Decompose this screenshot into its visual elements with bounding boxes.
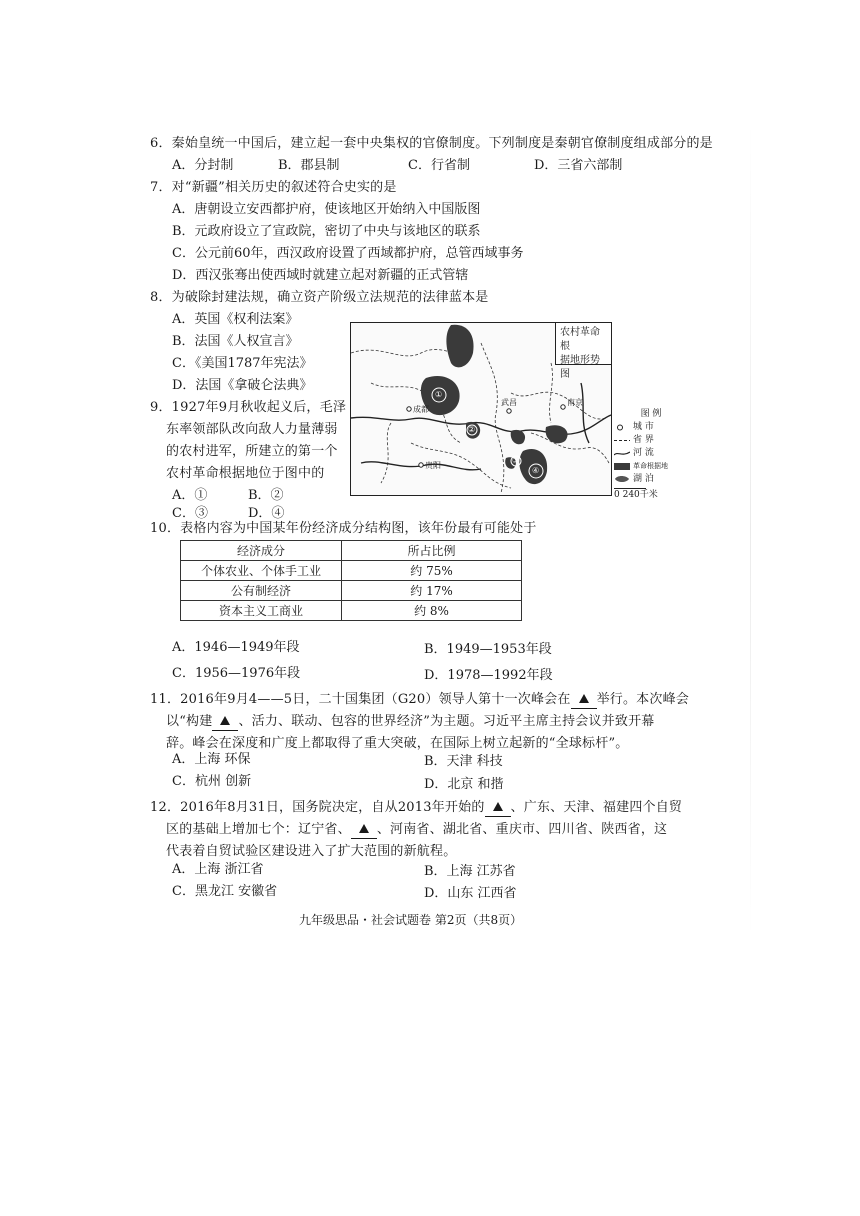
marker-1: ① xyxy=(435,390,443,399)
answer-blank xyxy=(571,692,597,709)
table-row xyxy=(181,601,522,621)
legend-base-area: 革命根据地 xyxy=(614,460,678,473)
legend-river: 河 流 xyxy=(614,447,678,460)
q9-option-c: C．③ xyxy=(172,506,208,521)
map-title-line2: 据地形势图 xyxy=(560,355,600,380)
city-icon xyxy=(614,423,630,432)
city-nanjing: 南京 xyxy=(567,398,583,407)
q11-line2: 以“构建 、活力、联动、包容的世界经济”为主题。习近平主席主持会议并致开幕 xyxy=(166,714,655,729)
economy-table xyxy=(180,540,522,621)
q10-option-d: D．1978—1992年段 xyxy=(424,668,553,683)
table-header-row xyxy=(181,541,522,561)
triangle-icon xyxy=(359,824,369,833)
map-title-box xyxy=(555,323,611,380)
q10-option-b: B．1949—1953年段 xyxy=(424,642,552,657)
q11-line3: 辞。峰会在深度和广度上都取得了重大突破，在国际上树立起新的“全球标杆”。 xyxy=(166,736,629,751)
q9-stem-line3: 的农村进军，所建立的第一个 xyxy=(166,444,338,459)
q6-stem: 6．秦始皇统一中国后，建立起一套中央集权的官僚制度。下列制度是秦朝官僚制度组成部分的是 xyxy=(150,136,713,151)
map-title-line1: 农村革命根 xyxy=(560,327,600,352)
q11-option-c: C．杭州 创新 xyxy=(172,774,252,789)
q8-stem: 8．为破除封建法规，确立资产阶级立法规范的法律蓝本是 xyxy=(150,290,489,305)
page-footer: 九年级思品・社会试题卷 第2页（共8页） xyxy=(299,913,523,927)
scan-edge-shadow xyxy=(750,120,751,940)
q6-option-a: A．分封制 xyxy=(172,158,234,173)
q12-line3: 代表着自贸试验区建设进入了扩大范围的新航程。 xyxy=(166,844,457,859)
q10-option-c: C．1956—1976年段 xyxy=(172,666,301,681)
table-cell: 公有制经济 xyxy=(181,581,342,601)
q8-option-a: A．英国《权利法案》 xyxy=(172,312,299,327)
q10-stem: 10．表格内容为中国某年份经济成分结构图，该年份最有可能处于 xyxy=(150,521,537,536)
revolution-base-map xyxy=(350,322,612,496)
q10-option-a: A．1946—1949年段 xyxy=(172,640,300,655)
table-cell: 约 17% xyxy=(342,581,522,601)
q6-option-d: D．三省六部制 xyxy=(534,158,623,173)
table-row xyxy=(181,561,522,581)
base-area-3a xyxy=(511,430,525,444)
table-header: 经济成分 xyxy=(181,541,342,561)
river-icon xyxy=(614,449,630,458)
city-guiyang: 贵阳 xyxy=(425,461,441,470)
q9-option-a: A．① xyxy=(172,488,208,503)
answer-blank xyxy=(485,800,511,817)
border-line-icon xyxy=(614,436,630,445)
legend-title: 图 例 xyxy=(640,409,662,419)
triangle-icon xyxy=(579,694,589,703)
q12-line1: 12．2016年8月31日，国务院决定，自从2013年开始的 、广东、天津、福建四个自贸 xyxy=(150,800,683,815)
triangle-icon xyxy=(220,716,230,725)
table-header: 所占比例 xyxy=(342,541,522,561)
q11-option-d: D．北京 和揩 xyxy=(424,777,504,792)
q12-option-b: B．上海 江苏省 xyxy=(424,864,516,879)
q9-stem-line4: 农村革命根据地位于图中的 xyxy=(166,466,325,481)
q7-option-d: D．西汉张骞出使西域时就建立起对新疆的正式管辖 xyxy=(172,268,469,283)
table-cell: 约 8% xyxy=(342,601,522,621)
q8-option-b: B．法国《人权宣言》 xyxy=(172,334,299,349)
q8-option-c: C．《美国1787年宪法》 xyxy=(172,356,313,371)
q11-option-b: B．天津 科技 xyxy=(424,754,503,769)
q7-option-b: B．元政府设立了宣政院，密切了中央与该地区的联系 xyxy=(172,224,481,239)
legend-lake: 湖 泊 xyxy=(614,473,678,486)
lake-icon xyxy=(614,475,630,484)
marker-3: ③ xyxy=(512,456,520,465)
q12-option-c: C．黑龙江 安徽省 xyxy=(172,884,278,899)
legend-scale: 0 240千米 xyxy=(614,490,658,500)
q7-option-c: C．公元前60年，西汉政府设置了西域都护府，总管西域事务 xyxy=(172,246,524,261)
north-base-area xyxy=(446,325,473,368)
answer-blank xyxy=(212,714,238,731)
table-cell: 资本主义工商业 xyxy=(181,601,342,621)
answer-blank xyxy=(351,822,377,839)
q7-stem: 7．对“新疆”相关历史的叙述符合史实的是 xyxy=(150,180,397,195)
marker-4: ④ xyxy=(532,466,540,475)
q9-stem-line2: 东率领部队改向敌人力量薄弱 xyxy=(166,422,338,437)
marker-2: ② xyxy=(468,425,476,434)
q11-line1: 11．2016年9月4——5日，二十国集团（G20）领导人第十一次峰会在 举行。本次峰会 xyxy=(150,692,689,707)
q11-option-a: A．上海 环保 xyxy=(172,752,251,767)
city-wuchang: 武昌 xyxy=(501,398,517,407)
legend-city: 城 市 xyxy=(614,421,678,434)
base-area-swatch-icon xyxy=(614,462,630,471)
q6-option-b: B．郡县制 xyxy=(278,158,340,173)
map-legend xyxy=(614,408,678,502)
q9-option-d: D．④ xyxy=(248,506,285,521)
triangle-icon xyxy=(493,802,503,811)
table-cell: 个体农业、个体手工业 xyxy=(181,561,342,581)
table-cell: 约 75% xyxy=(342,561,522,581)
q12-option-d: D．山东 江西省 xyxy=(424,886,517,901)
q9-stem-line1: 9．1927年9月秋收起义后，毛泽 xyxy=(150,400,347,415)
q12-option-a: A．上海 浙江省 xyxy=(172,862,264,877)
table-row xyxy=(181,581,522,601)
base-area-3b xyxy=(546,425,568,443)
legend-province-border: 省 界 xyxy=(614,434,678,447)
q8-option-d: D．法国《拿破仑法典》 xyxy=(172,378,313,393)
base-areas xyxy=(421,325,568,484)
city-chengdu: 成都 xyxy=(413,405,429,414)
q9-option-b: B．② xyxy=(248,488,284,503)
q7-option-a: A．唐朝设立安西都护府，使该地区开始纳入中国版图 xyxy=(172,202,481,217)
q12-line2: 区的基础上增加七个：辽宁省、 、河南省、湖北省、重庆市、四川省、陕西省，这 xyxy=(166,822,668,837)
q6-option-c: C．行省制 xyxy=(408,158,470,173)
